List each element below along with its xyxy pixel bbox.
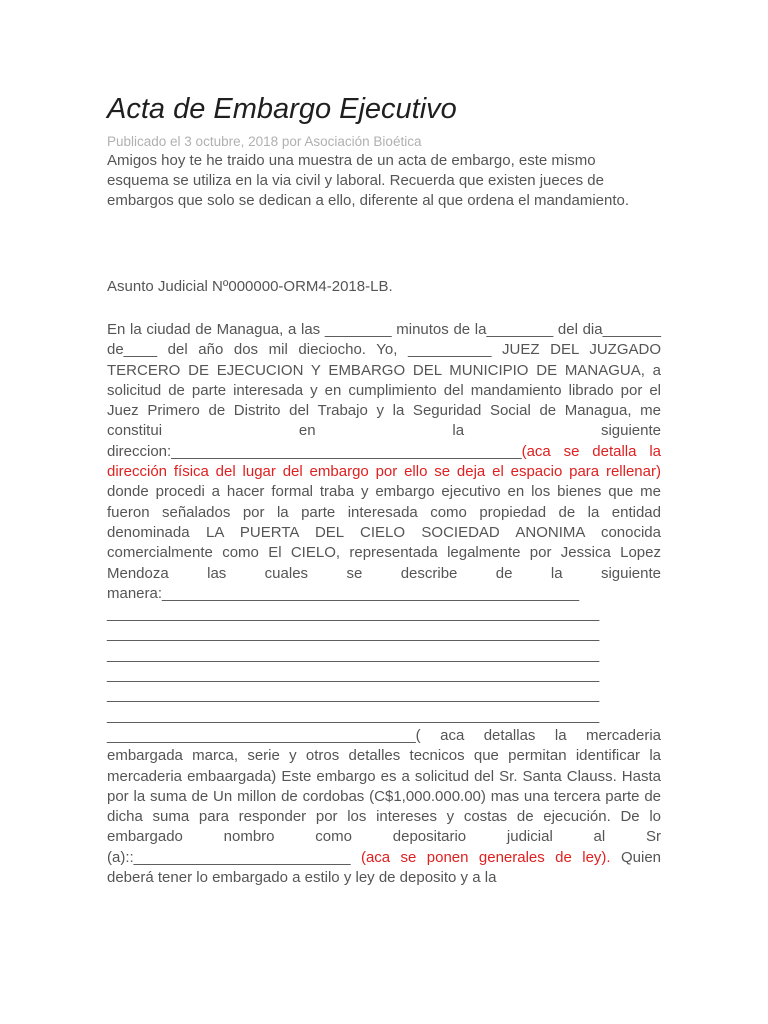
act-text-part-1: En la ciudad de Managua, a las ________ minutos de la________ del dia_______ de____ del año dos mil dieciocho. Yo, __________ JUEZ DEL JUZGADO TERCERO DE EJECUCION Y EMBARGO DEL MUNICIPIO DE MANAGUA, a solicitud de parte interesada y en cumplimiento del mandamiento librado por el Juez Primero de Distrito del Trabajo y la Seguridad Social de Managua, me constitui en la siguiente direccion:__________________________________________ <box>107 321 661 460</box>
intro-paragraph: Amigos hoy te he traido una muestra de un acta de embargo, este mismo esquema se utiliza en la via civil y laboral. Recuerda que existen jueces de embargos que solo se dedican a ello, diferente al que ordena el mandamiento. <box>107 152 630 209</box>
act-text-part-3: Quien deberá tener lo embargado a estilo y ley de deposito y a la <box>107 848 661 887</box>
case-number: Asunto Judicial Nº000000-ORM4-2018-LB. <box>107 278 393 295</box>
act-text-part-2: donde procedi a hacer formal traba y embargo ejecutivo en los bienes que me fueron señalados por la parte interesada como propiedad de la entidad denominada LA PUERTA DEL CIELO SOCIEDAD ANONIMA conocida comercialmente como El CIELO, representada legalmente por Jessica Lopez Mendoza las cuales se describe de la siguiente manera:__________________________________________________ ___________________________________________________________ ___________________________________________________________ ___________________________________________________________ ___________________________________________________________ ___________________________________________________________ ___________________________________________________________ _____________________________________( aca detallas la mercaderia embargada marca, serie y otros detalles tecnicos que permitan identificar la mercaderia embaargada) Este embargo es a solicitud del Sr. Santa Clauss. Hasta por la suma de Un millon de cordobas (C$1,000.000.00) mas una tercera parte de dicha suma para responder por los intereses y costas de ejecución. De lo embargado nombro como depositario judicial al Sr (a)::__________________________ <box>107 483 661 866</box>
page-title: Acta de Embargo Ejecutivo <box>107 93 457 125</box>
general-law-note: (aca se ponen generales de ley). <box>360 848 611 866</box>
post-meta: Publicado el 3 octubre, 2018 por Asociación Bioética <box>107 134 422 149</box>
article <box>107 90 661 888</box>
address-note: (aca se detalla la dirección física del lugar del embargo por ello se deja el espacio para rellenar) <box>107 442 661 481</box>
act-body <box>107 320 661 888</box>
